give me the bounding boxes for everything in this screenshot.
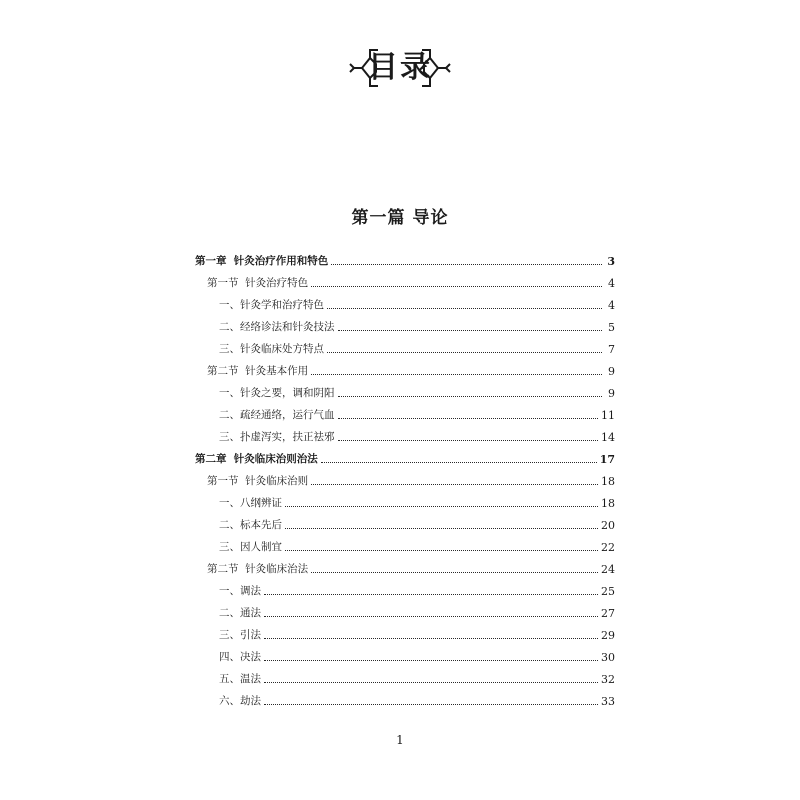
toc-dot-leader: [321, 461, 597, 463]
toc-entry-label: 第二节 针灸临床治法: [207, 563, 309, 575]
toc-subsection-entry[interactable]: [195, 312, 615, 334]
toc-title: 目录: [368, 50, 432, 85]
toc-dot-leader: [264, 703, 598, 705]
toc-dot-leader: [264, 681, 598, 683]
toc-entry-label: 三、扑虚泻实，扶正祛邪: [219, 431, 335, 443]
toc-entry-label: 三、因人制宜: [219, 541, 282, 553]
toc-entry-page: 30: [601, 651, 615, 664]
toc-dot-leader: [327, 307, 602, 309]
toc-entry-page: 29: [601, 629, 615, 642]
toc-subsection-entry[interactable]: [195, 664, 615, 686]
toc-subsection-entry[interactable]: [195, 686, 615, 708]
toc-section-entry[interactable]: [195, 554, 615, 576]
toc-entry-page: 18: [601, 497, 615, 510]
toc-subsection-entry[interactable]: [195, 532, 615, 554]
toc-entry-page: 33: [601, 695, 615, 708]
toc-entry-page: 20: [601, 519, 615, 532]
toc-entry-label: 二、标本先后: [219, 519, 282, 531]
toc-chapter-entry[interactable]: [195, 444, 615, 466]
toc-dot-leader: [311, 571, 598, 573]
toc-entry-page: 5: [608, 321, 615, 334]
toc-subsection-entry[interactable]: [195, 620, 615, 642]
table-of-contents: [195, 246, 615, 708]
toc-subsection-entry[interactable]: [195, 642, 615, 664]
toc-subsection-entry[interactable]: [195, 576, 615, 598]
toc-dot-leader: [264, 637, 598, 639]
toc-dot-leader: [338, 329, 603, 331]
toc-entry-label: 五、温法: [219, 673, 261, 685]
part-title: 第一篇 导论: [351, 208, 449, 228]
toc-entry-label: 二、经络诊法和针灸技法: [219, 321, 335, 333]
toc-entry-page: 22: [601, 541, 615, 554]
toc-entry-page: 4: [608, 299, 615, 312]
toc-entry-page: 3: [607, 255, 615, 268]
toc-entry-label: 三、引法: [219, 629, 261, 641]
toc-entry-label: 一、针灸之要，调和阴阳: [219, 387, 335, 399]
toc-entry-label: 第一章 针灸治疗作用和特色: [195, 255, 329, 267]
toc-entry-label: 四、决法: [219, 651, 261, 663]
toc-subsection-entry[interactable]: [195, 334, 615, 356]
toc-dot-leader: [311, 285, 602, 287]
toc-dot-leader: [264, 593, 598, 595]
toc-dot-leader: [285, 527, 598, 529]
toc-entry-label: 三、针灸临床处方特点: [219, 343, 324, 355]
toc-dot-leader: [285, 549, 598, 551]
toc-entry-page: 17: [599, 453, 615, 466]
toc-entry-label: 一、针灸学和治疗特色: [219, 299, 324, 311]
toc-entry-page: 9: [608, 365, 615, 378]
toc-entry-label: 六、劫法: [219, 695, 261, 707]
toc-entry-page: 32: [601, 673, 615, 686]
toc-entry-label: 第一节 针灸临床治则: [207, 475, 309, 487]
toc-chapter-entry[interactable]: [195, 246, 615, 268]
toc-subsection-entry[interactable]: [195, 422, 615, 444]
toc-dot-leader: [338, 395, 603, 397]
toc-section-entry[interactable]: [195, 268, 615, 290]
toc-subsection-entry[interactable]: [195, 488, 615, 510]
toc-dot-leader: [264, 659, 598, 661]
toc-dot-leader: [311, 373, 602, 375]
toc-subsection-entry[interactable]: [195, 598, 615, 620]
toc-entry-page: 11: [601, 409, 615, 422]
toc-dot-leader: [338, 439, 599, 441]
toc-entry-page: 25: [601, 585, 615, 598]
toc-subsection-entry[interactable]: [195, 510, 615, 532]
toc-dot-leader: [331, 263, 602, 265]
toc-entry-label: 第一节 针灸治疗特色: [207, 277, 309, 289]
toc-dot-leader: [338, 417, 599, 419]
toc-entry-page: 9: [608, 387, 615, 400]
toc-entry-page: 4: [608, 277, 615, 290]
toc-dot-leader: [327, 351, 602, 353]
toc-entry-label: 二、通法: [219, 607, 261, 619]
toc-entry-label: 一、八纲辨证: [219, 497, 282, 509]
toc-dot-leader: [311, 483, 598, 485]
toc-dot-leader: [264, 615, 598, 617]
toc-subsection-entry[interactable]: [195, 400, 615, 422]
toc-entry-page: 18: [601, 475, 615, 488]
toc-section-entry[interactable]: [195, 356, 615, 378]
toc-entry-page: 24: [601, 563, 615, 576]
toc-header: [0, 28, 800, 108]
toc-entry-page: 27: [601, 607, 615, 620]
toc-entry-label: 第二章 针灸临床治则治法: [195, 453, 318, 465]
toc-entry-page: 7: [608, 343, 615, 356]
toc-entry-page: 14: [601, 431, 615, 444]
page-number: 1: [396, 733, 404, 747]
toc-entry-label: 二、疏经通络，运行气血: [219, 409, 335, 421]
toc-section-entry[interactable]: [195, 466, 615, 488]
toc-entry-label: 一、调法: [219, 585, 261, 597]
toc-dot-leader: [285, 505, 598, 507]
toc-subsection-entry[interactable]: [195, 290, 615, 312]
toc-subsection-entry[interactable]: [195, 378, 615, 400]
toc-entry-label: 第二节 针灸基本作用: [207, 365, 309, 377]
